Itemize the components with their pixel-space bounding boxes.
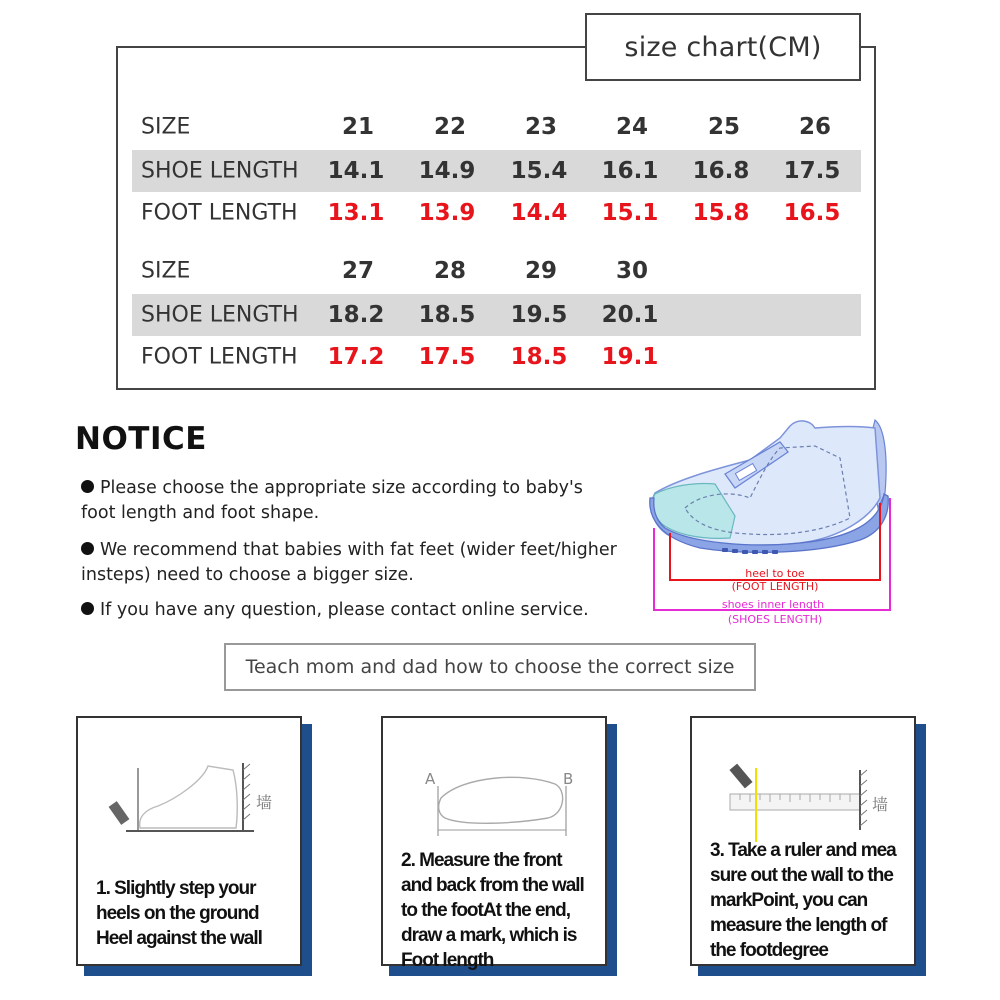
table2-foot-length-row [132, 336, 861, 378]
bullet-icon [81, 602, 94, 615]
step-line: 1. Slightly step your [96, 878, 256, 899]
pen-icon [109, 801, 130, 825]
pen-icon [729, 764, 752, 789]
size-value: 30 [615, 258, 649, 284]
foot-length-value: 15.1 [601, 200, 659, 226]
wall-label: 墙 [872, 795, 889, 814]
step1-text [96, 876, 262, 951]
table1-shoe-length-row [132, 150, 861, 192]
step-line: 2. Measure the front [401, 850, 562, 871]
size-value: 29 [524, 258, 558, 284]
foot-length-value: 15.8 [692, 200, 750, 226]
wall-label: 墙 [256, 793, 273, 812]
shoes-length-caption: (SHOES LENGTH) [727, 613, 823, 626]
foot-length-value: 19.1 [601, 344, 659, 370]
foot-length-caption: (FOOT LENGTH) [731, 580, 819, 593]
point-a-label: A [425, 770, 436, 788]
step-line: markPoint, you can [710, 890, 868, 911]
step-line: heels on the ground [96, 903, 259, 924]
shoe-length-value: 18.2 [327, 302, 385, 328]
notice-title: NOTICE [75, 421, 207, 457]
foot-length-value: 13.9 [418, 200, 476, 226]
step-line: the footdegree [710, 940, 828, 961]
size-value: 24 [615, 114, 649, 140]
step-line: Foot length [401, 950, 494, 971]
heel-to-toe-label: heel to toe [745, 567, 805, 580]
foot-length-value: 17.2 [327, 344, 385, 370]
step-card-1 [76, 716, 302, 966]
table2-size-row [132, 250, 861, 292]
table1-size-row [132, 106, 861, 148]
step-line: and back from the wall [401, 875, 584, 896]
notice-item [81, 476, 621, 526]
notice-item-text: If you have any question, please contact online service. [100, 600, 589, 620]
teach-banner-text: Teach mom and dad how to choose the correct size [245, 656, 735, 678]
shoe-length-value: 17.5 [783, 158, 841, 184]
step-line: 3. Take a ruler and mea [710, 840, 896, 861]
step-line: to the footAt the end, [401, 900, 571, 921]
bullet-icon [81, 480, 94, 493]
foot-length-value: 17.5 [418, 344, 476, 370]
size-value: 28 [433, 258, 467, 284]
foot-length-label: FOOT LENGTH [141, 344, 298, 370]
inner-length-label: shoes inner length [721, 598, 825, 611]
footprint-outline [439, 777, 563, 823]
size-label: SIZE [141, 114, 191, 140]
shoe-measurement-diagram [640, 398, 900, 633]
size-value: 21 [341, 114, 375, 140]
step-line: sure out the wall to the [710, 865, 893, 886]
step2-text [401, 848, 584, 973]
step-card-2 [381, 716, 607, 971]
notice-item [81, 598, 621, 623]
shoe-length-value: 15.4 [510, 158, 568, 184]
foot-length-label: FOOT LENGTH [141, 200, 298, 226]
foot-sketch [140, 766, 238, 828]
size-value: 25 [707, 114, 741, 140]
size-value: 22 [433, 114, 467, 140]
teach-banner [224, 643, 756, 691]
wall-hatch [243, 764, 250, 820]
size-value: 26 [798, 114, 832, 140]
size-value: 23 [524, 114, 558, 140]
notice-item-text: Please choose the appropriate size according to baby's foot length and foot shape. [81, 478, 583, 523]
shoe-length-value: 19.5 [510, 302, 568, 328]
foot-length-value: 16.5 [783, 200, 841, 226]
shoe-length-value: 14.1 [327, 158, 385, 184]
shoe-length-label: SHOE LENGTH [141, 302, 299, 328]
step3-text [710, 838, 896, 963]
step-line: draw a mark, which is [401, 925, 577, 946]
bullet-icon [81, 542, 94, 555]
shoe-length-value: 20.1 [601, 302, 659, 328]
shoe-length-label: SHOE LENGTH [141, 158, 299, 184]
shoe-length-value: 14.9 [418, 158, 476, 184]
foot-length-value: 13.1 [327, 200, 385, 226]
shoe-length-value: 16.1 [601, 158, 659, 184]
foot-length-value: 14.4 [510, 200, 568, 226]
size-chart-title-text: size chart(CM) [624, 31, 822, 63]
shoe-length-value: 16.8 [692, 158, 750, 184]
step-line: Heel against the wall [96, 928, 262, 949]
table1-foot-length-row [132, 192, 861, 234]
foot-length-value: 18.5 [510, 344, 568, 370]
notice-item-text: We recommend that babies with fat feet (wider feet/higher insteps) need to choose a bigger size. [81, 540, 617, 585]
table2-shoe-length-row [132, 294, 861, 336]
size-chart-title [585, 13, 861, 81]
shoe-length-value: 18.5 [418, 302, 476, 328]
step-card-3 [690, 716, 916, 966]
notice-item [81, 538, 621, 588]
size-value: 27 [341, 258, 375, 284]
wall-hatch [860, 770, 867, 826]
point-b-label: B [563, 770, 574, 788]
size-label: SIZE [141, 258, 191, 284]
step-line: measure the length of [710, 915, 887, 936]
